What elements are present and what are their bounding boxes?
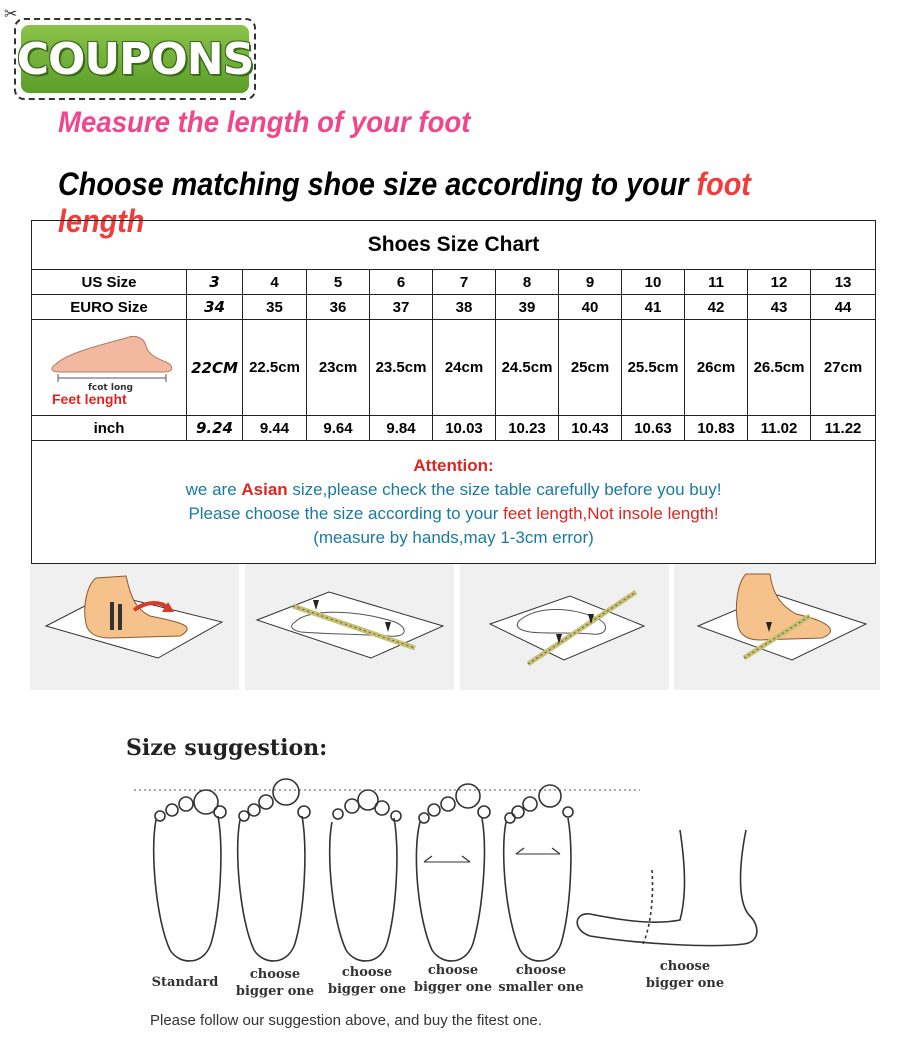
table-cell: 23.5cm (370, 320, 433, 416)
table-cell: 9.24 (187, 416, 243, 441)
table-cell: 22.5cm (243, 320, 307, 416)
second-toe-foot-icon (330, 818, 397, 961)
table-cell: 10 (622, 270, 685, 295)
table-cell: 24.5cm (496, 320, 559, 416)
feet-length-label: Feet lenght (52, 391, 127, 407)
table-cell: 37 (370, 295, 433, 320)
size-chart-title: Shoes Size Chart (32, 221, 876, 270)
table-cell: 9.64 (307, 416, 370, 441)
table-cell: 38 (433, 295, 496, 320)
caption-line: bigger one (645, 976, 725, 991)
caption-line: bigger one (327, 982, 407, 997)
table-cell: 7 (433, 270, 496, 295)
attention-note (32, 441, 876, 564)
caption-line: choose (427, 963, 479, 978)
measure-headline: Measure the length of your foot (58, 106, 471, 139)
table-cell: 26cm (685, 320, 748, 416)
suggestion-caption-4 (408, 962, 498, 996)
scissors-icon: ✂ (4, 6, 18, 23)
table-cell: 10.83 (685, 416, 748, 441)
measure-step-3-image (460, 564, 669, 690)
attention-line-2 (32, 502, 875, 526)
table-cell: 35 (243, 295, 307, 320)
foot-outline-ruler-icon (245, 564, 454, 690)
choose-headline-text: Choose matching shoe size according to your (58, 166, 697, 202)
coupon-label: COUPONS (16, 33, 254, 85)
coupon-badge[interactable] (14, 18, 256, 100)
table-cell: 10.03 (433, 416, 496, 441)
caption-line: choose (341, 965, 393, 980)
caption-line: Standard (151, 975, 219, 990)
table-cell: 10.63 (622, 416, 685, 441)
table-cell: 40 (559, 295, 622, 320)
table-cell: 25.5cm (622, 320, 685, 416)
heel-against-wall-icon (30, 564, 239, 690)
table-cell: 10.23 (496, 416, 559, 441)
table-cell: 23cm (307, 320, 370, 416)
table-cell: 11.22 (811, 416, 876, 441)
table-cell: 5 (307, 270, 370, 295)
attention-highlight: feet length,Not insole length! (503, 504, 719, 523)
table-cell: 13 (811, 270, 876, 295)
size-suggestion-title: Size suggestion: (126, 735, 328, 761)
table-cell: 9.44 (243, 416, 307, 441)
foot-illustration (32, 320, 186, 415)
table-cell: 12 (748, 270, 811, 295)
table-cell: 11.02 (748, 416, 811, 441)
foot-on-ruler-icon (674, 564, 880, 690)
table-cell: 8 (496, 270, 559, 295)
attention-text: size,please check the size table carefully before you buy! (287, 480, 722, 499)
choose-headline-highlight: foot length (58, 166, 751, 239)
caption-line: choose (515, 963, 567, 978)
suggestion-caption-5 (496, 962, 586, 996)
table-cell: 6 (370, 270, 433, 295)
high-instep-foot-icon (577, 830, 757, 946)
attention-line-3: (measure by hands,may 1-3cm error) (313, 528, 594, 547)
table-cell: 41 (622, 295, 685, 320)
table-cell: 9 (559, 270, 622, 295)
caption-line: choose (249, 967, 301, 982)
table-cell: 42 (685, 295, 748, 320)
attention-title: Attention: (413, 456, 494, 475)
table-cell: 27cm (811, 320, 876, 416)
size-chart-table (31, 220, 876, 564)
measure-step-2-image (245, 564, 454, 690)
size-suggestion-illustration (120, 770, 800, 1020)
wide-foot-icon (416, 818, 484, 961)
suggestion-caption-6 (640, 958, 730, 992)
measure-step-1-image (30, 564, 239, 690)
table-cell: 26.5cm (748, 320, 811, 416)
ruler-diagonal-icon (460, 564, 669, 690)
coupon-badge-inner (16, 25, 254, 93)
measure-step-4-image (674, 564, 880, 690)
table-cell: 24cm (433, 320, 496, 416)
table-cell: 25cm (559, 320, 622, 416)
caption-line: bigger one (413, 980, 493, 995)
attention-text: we are (185, 480, 242, 499)
table-cell: 11 (685, 270, 748, 295)
suggestion-caption-2 (230, 966, 320, 1000)
table-cell: 9.84 (370, 416, 433, 441)
table-cell: 34 (187, 295, 243, 320)
foot-illus-label: fcot long (88, 383, 133, 393)
caption-line: bigger one (235, 984, 315, 999)
suggestion-caption-3 (322, 964, 412, 998)
table-cell: 10.43 (559, 416, 622, 441)
attention-line-1 (32, 478, 875, 502)
table-cell: 3 (187, 270, 243, 295)
attention-text: Please choose the size according to your (188, 504, 504, 523)
euro-size-row (32, 295, 876, 320)
us-size-label: US Size (32, 270, 187, 295)
table-cell: 39 (496, 295, 559, 320)
narrow-foot-icon (504, 818, 571, 961)
inch-row (32, 416, 876, 441)
caption-line: smaller one (498, 980, 584, 995)
foot-side-icon (36, 324, 186, 394)
feet-length-label-cell (32, 320, 187, 416)
table-cell: 22CM (187, 320, 243, 416)
table-cell: 43 (748, 295, 811, 320)
suggestion-caption-standard (140, 974, 230, 991)
euro-size-label: EURO Size (32, 295, 187, 320)
caption-line: choose (659, 959, 711, 974)
table-cell: 44 (811, 295, 876, 320)
attention-highlight: Asian (241, 480, 288, 499)
standard-foot-icon (154, 816, 221, 961)
us-size-row (32, 270, 876, 295)
table-cell: 36 (307, 295, 370, 320)
feet-length-row (32, 320, 876, 416)
long-toe-foot-icon (238, 816, 305, 961)
follow-suggestion-note: Please follow our suggestion above, and buy the fitest one. (150, 1012, 542, 1029)
table-cell: 4 (243, 270, 307, 295)
inch-label: inch (32, 416, 187, 441)
